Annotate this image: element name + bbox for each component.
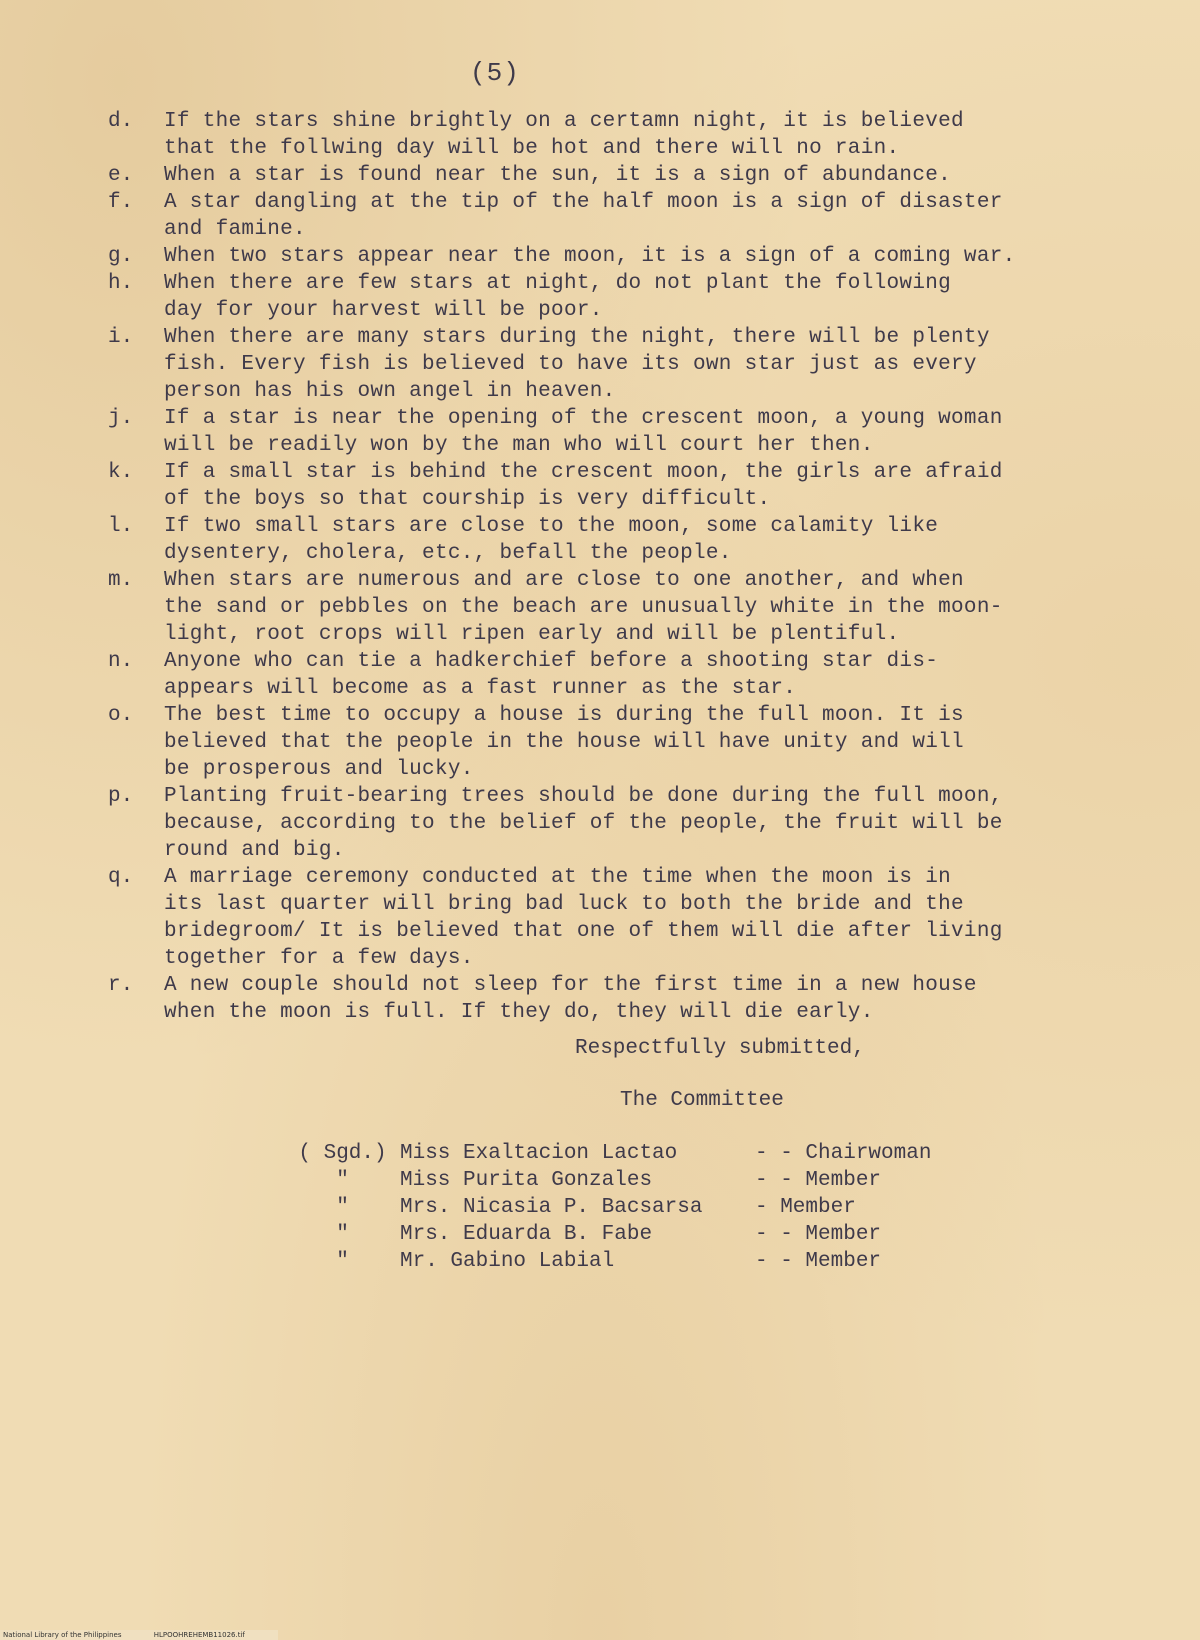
signatory-prefix: ( Sgd.): [298, 1142, 387, 1165]
item-text: Planting fruit-bearing trees should be done during the full moon, because, according to the belief of the people, the fruit will be round and big.: [164, 785, 1003, 862]
committee-label: The Committee: [620, 1089, 784, 1112]
closing-line: Respectfully submitted,: [575, 1037, 865, 1060]
signatories-list: [285, 1140, 935, 1275]
item-text: If the stars shine brightly on a certamn night, it is believed that the follwing day will be hot and there will no rain.: [164, 110, 964, 160]
item-text: Anyone who can tie a hadkerchief before a shooting star dis- appears will become as a fast runner as the star.: [164, 650, 939, 700]
signatory-role: - - Member: [755, 1250, 882, 1273]
list-item: [108, 513, 1168, 567]
list-item: [108, 108, 1168, 162]
item-letter: h.: [108, 272, 134, 295]
signatory-name: Mrs. Eduarda B. Fabe: [400, 1223, 653, 1246]
item-text: A marriage ceremony conducted at the time when the moon is in its last quarter will bring bad luck to both the bride and the bridegroom/ It is believed that one of them will die after living together for a few days.: [164, 866, 1003, 970]
item-letter: j.: [108, 407, 134, 430]
list-item: [108, 702, 1168, 783]
signatory-name: Mrs. Nicasia P. Bacsarsa: [400, 1196, 703, 1219]
list-item: [108, 864, 1168, 972]
signatory-prefix: ": [336, 1223, 349, 1246]
list-item: [108, 189, 1168, 243]
footer-file: HLPOOHREHEMB11026.tif: [153, 1631, 245, 1639]
signatory-row: [285, 1248, 935, 1275]
signatory-prefix: ": [336, 1196, 349, 1219]
signatory-prefix: ": [336, 1250, 349, 1273]
item-letter: g.: [108, 245, 134, 268]
item-text: When two stars appear near the moon, it is a sign of a coming war.: [164, 245, 1016, 268]
signatory-row: [285, 1194, 935, 1221]
item-letter: d.: [108, 110, 134, 133]
item-text: If a small star is behind the crescent moon, the girls are afraid of the boys so that courship is very difficult.: [164, 461, 1003, 511]
footer-library: National Library of the Philippines: [3, 1631, 122, 1639]
signatory-name: Miss Purita Gonzales: [400, 1169, 653, 1192]
list-item: [108, 648, 1168, 702]
list-item: [108, 162, 1168, 189]
item-letter: f.: [108, 191, 134, 214]
item-letter: m.: [108, 569, 134, 592]
list-item: [108, 972, 1168, 1026]
signatory-role: - - Member: [755, 1169, 882, 1192]
signatory-row: [285, 1221, 935, 1248]
item-letter: n.: [108, 650, 134, 673]
signatory-role: - - Chairwoman: [755, 1142, 932, 1165]
item-letter: o.: [108, 704, 134, 727]
signatory-role: - Member: [755, 1196, 856, 1219]
item-letter: e.: [108, 164, 134, 187]
item-letter: l.: [108, 515, 134, 538]
item-text: When a star is found near the sun, it is a sign of abundance.: [164, 164, 952, 187]
item-letter: q.: [108, 866, 134, 889]
item-text: A new couple should not sleep for the first time in a new house when the moon is full. If they do, they will die early.: [164, 974, 977, 1024]
signatory-role: - - Member: [755, 1223, 882, 1246]
signatory-row: [285, 1167, 935, 1194]
item-letter: p.: [108, 785, 134, 808]
list-item: [108, 405, 1168, 459]
signatory-name: Miss Exaltacion Lactao: [400, 1142, 678, 1165]
list-item: [108, 783, 1168, 864]
item-letter: k.: [108, 461, 134, 484]
item-text: When there are few stars at night, do not plant the following day for your harvest will be poor.: [164, 272, 952, 322]
item-text: If a star is near the opening of the crescent moon, a young woman will be readily won by the man who will court her then.: [164, 407, 1003, 457]
list-item: [108, 243, 1168, 270]
signatory-row: [285, 1140, 935, 1167]
beliefs-list: [108, 108, 1168, 1026]
list-item: [108, 459, 1168, 513]
list-item: [108, 270, 1168, 324]
item-text: The best time to occupy a house is during the full moon. It is believed that the people in the house will have unity and will be prosperous and lucky.: [164, 704, 964, 781]
list-item: [108, 324, 1168, 405]
item-letter: r.: [108, 974, 134, 997]
page-number: (5): [470, 58, 520, 88]
item-text: A star dangling at the tip of the half moon is a sign of disaster and famine.: [164, 191, 1003, 241]
list-item: [108, 567, 1168, 648]
signatory-name: Mr. Gabino Labial: [400, 1250, 615, 1273]
scan-footer: [0, 1630, 278, 1640]
item-text: When there are many stars during the night, there will be plenty fish. Every fish is believed to have its own star just as every person has his own angel in heaven.: [164, 326, 990, 403]
item-letter: i.: [108, 326, 134, 349]
item-text: If two small stars are close to the moon, some calamity like dysentery, cholera, etc., befall the people.: [164, 515, 939, 565]
item-text: When stars are numerous and are close to one another, and when the sand or pebbles on the beach are unusually white in the moon- light, root crops will ripen early and will be plentiful.: [164, 569, 1003, 646]
signatory-prefix: ": [336, 1169, 349, 1192]
